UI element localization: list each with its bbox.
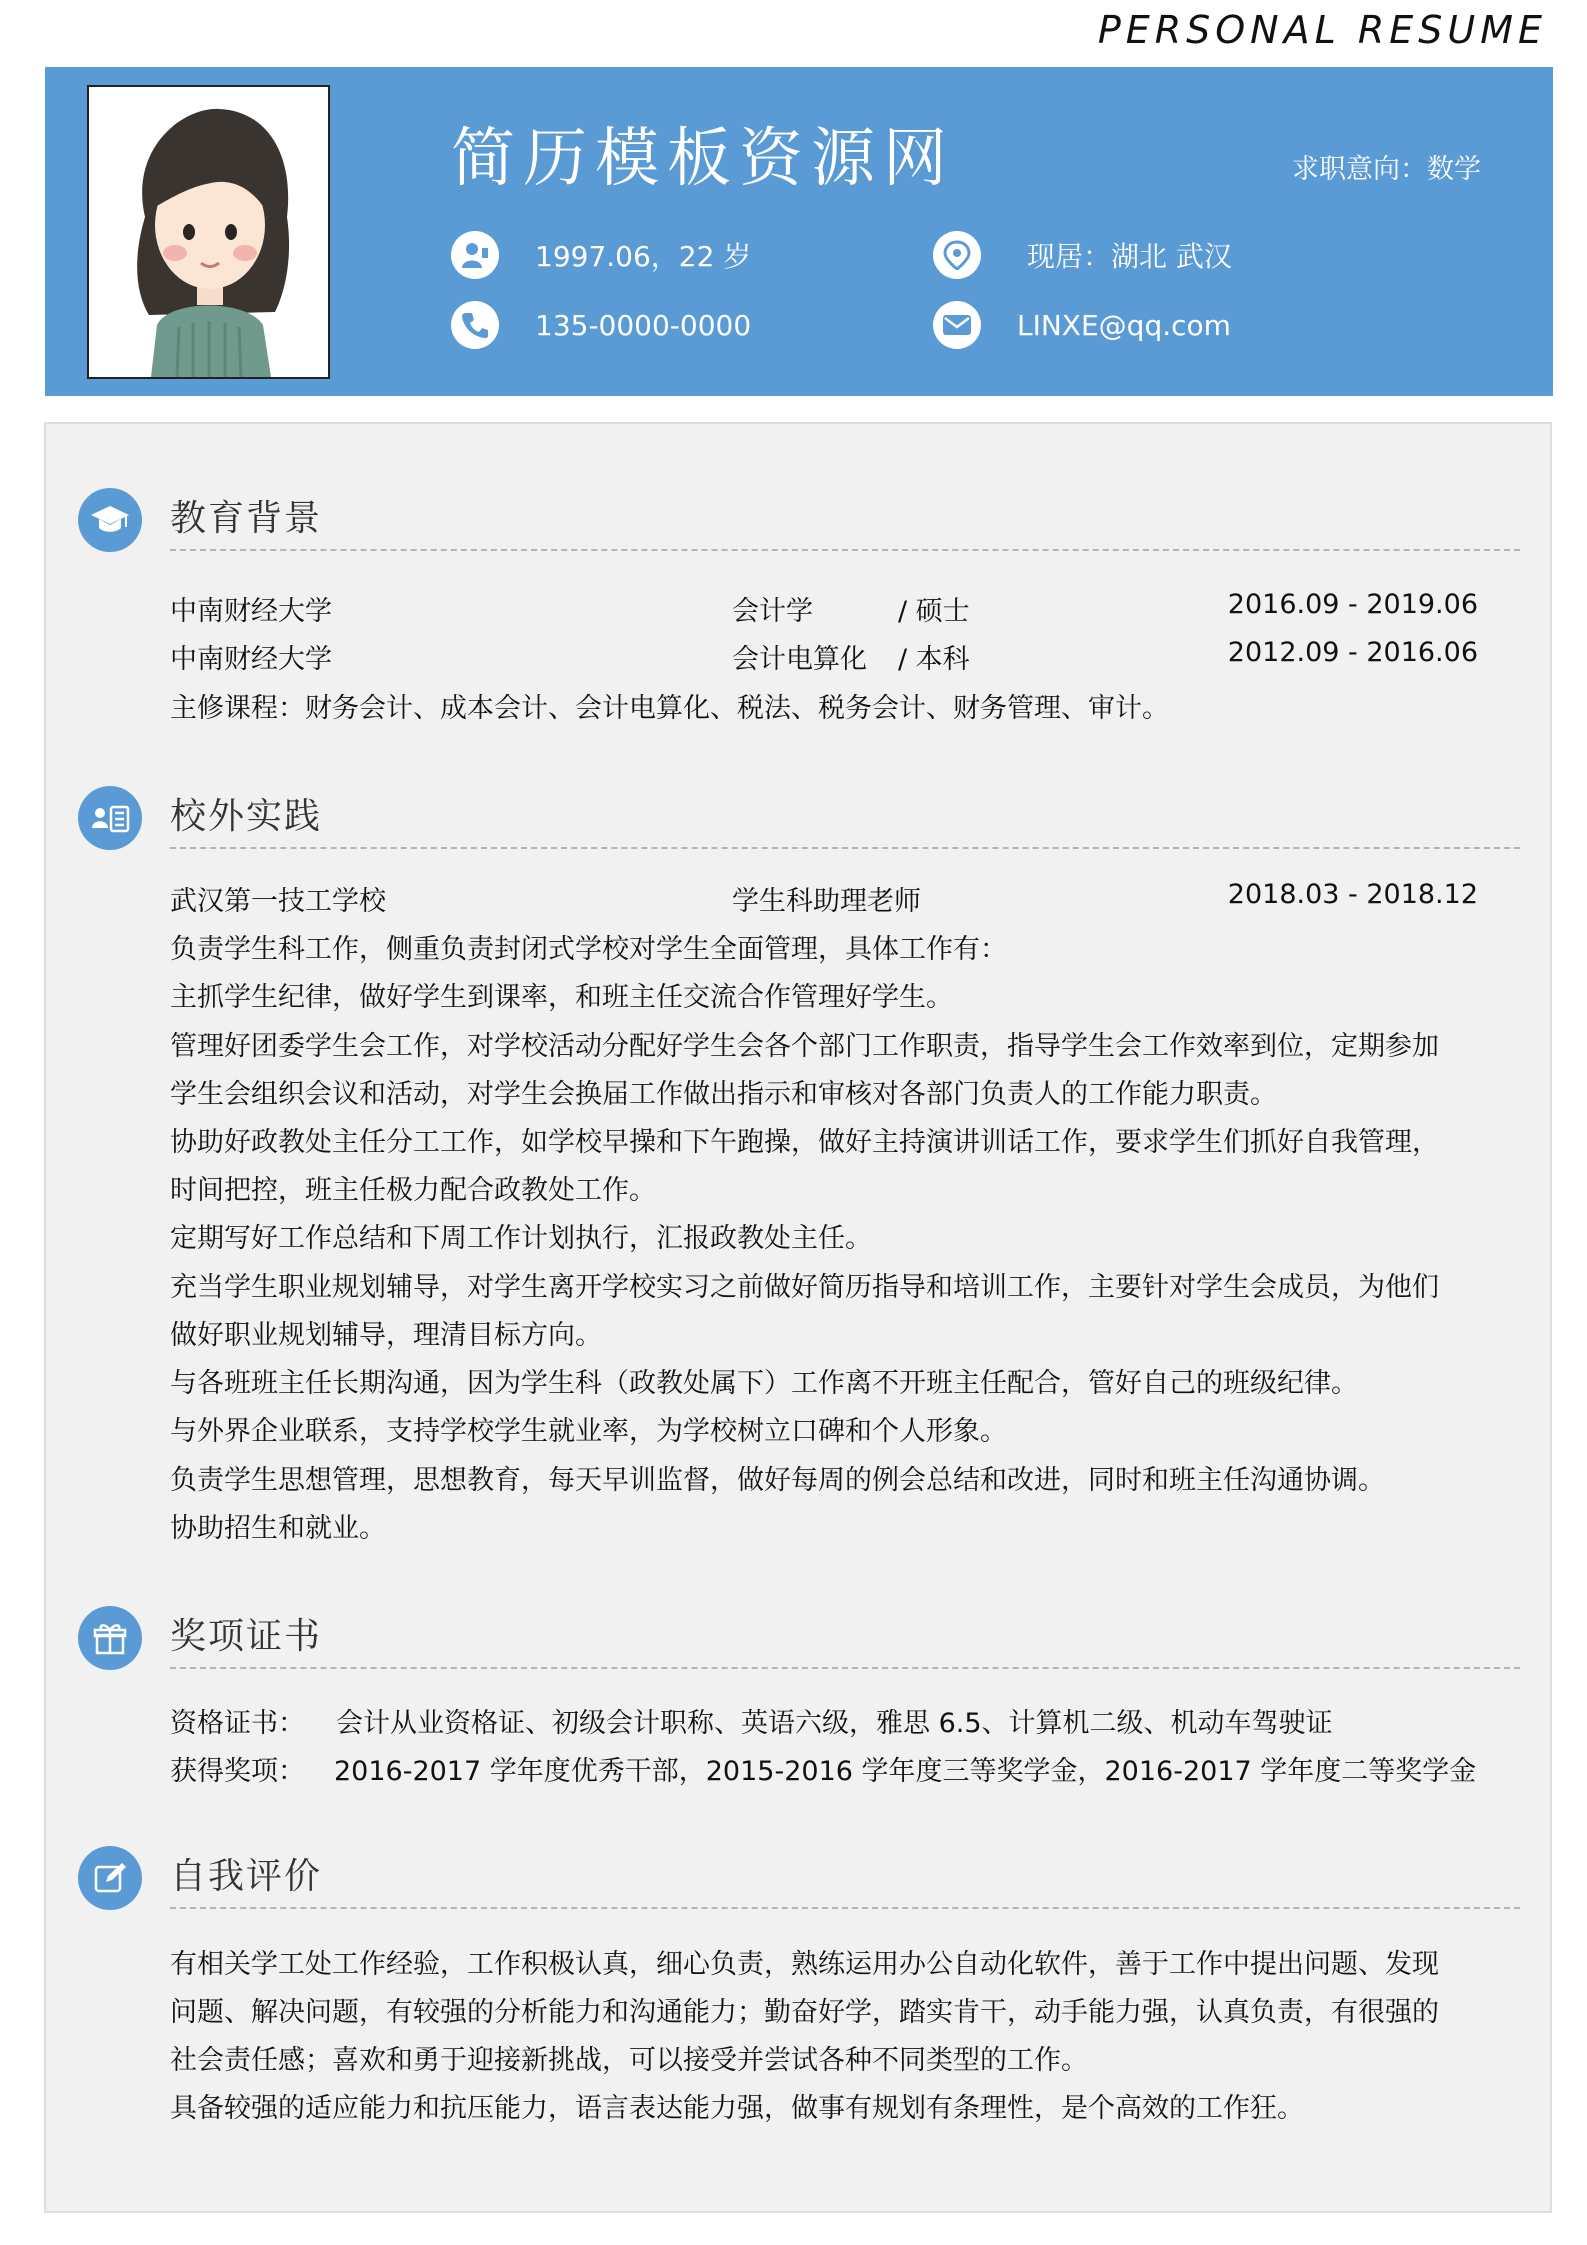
resume-body <box>44 422 1552 2213</box>
practice-line: 协助招生和就业。 <box>170 1513 386 1544</box>
id-card-icon <box>78 786 142 850</box>
self-eval-line: 具备较强的适应能力和抗压能力，语言表达能力强，做事有规划有条理性，是个高效的工作狂。 <box>170 2093 1304 2124</box>
edu-degree-2: / 本科 <box>898 644 970 675</box>
person-icon <box>451 231 499 279</box>
edu-major-2: 会计电算化 <box>732 644 867 675</box>
edu-major-1: 会计学 <box>732 596 813 627</box>
phone-text: 135-0000-0000 <box>535 308 752 342</box>
edu-period-2: 2012.09 - 2016.06 <box>1227 637 1478 668</box>
birth-info <box>451 231 751 279</box>
education-divider <box>170 549 1520 551</box>
practice-org: 武汉第一技工学校 <box>170 886 386 917</box>
edu-degree-1: / 硕士 <box>898 596 970 627</box>
self-eval-line: 问题、解决问题，有较强的分析能力和沟通能力；勤奋好学，踏实肯干，动手能力强，认真负责，有很强的 <box>170 1997 1439 2028</box>
self-eval-line: 社会责任感；喜欢和勇于迎接新挑战，可以接受并尝试各种不同类型的工作。 <box>170 2045 1088 2076</box>
practice-line: 做好职业规划辅导，理清目标方向。 <box>170 1320 602 1351</box>
practice-line: 充当学生职业规划辅导，对学生离开学校实习之前做好简历指导和培训工作，主要针对学生会成员，为他们 <box>170 1272 1439 1303</box>
practice-line: 协助好政教处主任分工工作，如学校早操和下午跑操，做好主持演讲训话工作，要求学生们抓好自我管理， <box>170 1127 1439 1158</box>
practice-line: 与外界企业联系，支持学校学生就业率，为学校树立口碑和个人形象。 <box>170 1416 1007 1447</box>
phone-info <box>451 301 751 349</box>
residence-text: 现居：湖北 武汉 <box>1027 240 1232 273</box>
location-icon <box>933 231 981 279</box>
graduation-cap-icon <box>78 488 142 552</box>
cert-value: 会计从业资格证、初级会计职称、英语六级，雅思 6.5、计算机二级、机动车驾驶证 <box>336 1708 1333 1739</box>
edu-school-1: 中南财经大学 <box>170 596 332 627</box>
education-title: 教育背景 <box>170 498 323 539</box>
awards-title: 奖项证书 <box>170 1616 323 1657</box>
practice-line: 时间把控，班主任极力配合政教处工作。 <box>170 1175 656 1206</box>
header-banner <box>45 67 1553 396</box>
self-eval-divider <box>170 1907 1520 1909</box>
practice-title: 校外实践 <box>170 796 323 837</box>
self-eval-line: 有相关学工处工作经验，工作积极认真，细心负责，熟练运用办公自动化软件，善于工作中提出问题、发现 <box>170 1949 1439 1980</box>
gift-icon <box>78 1606 142 1670</box>
practice-line: 学生会组织会议和活动，对学生会换届工作做出指示和审核对各部门负责人的工作能力职责。 <box>170 1079 1277 1110</box>
edu-period-1: 2016.09 - 2019.06 <box>1227 589 1478 620</box>
personal-resume-label: PERSONAL RESUME <box>1097 8 1547 52</box>
email-info <box>933 301 1231 349</box>
practice-line: 与各班班主任长期沟通，因为学生科（政教处属下）工作离不开班主任配合，管好自己的班级纪律。 <box>170 1368 1358 1399</box>
residence-info <box>933 231 1232 279</box>
awards-divider <box>170 1667 1520 1669</box>
email-text: LINXE@qq.com <box>1017 308 1231 342</box>
self-eval-title: 自我评价 <box>170 1856 323 1897</box>
practice-line: 负责学生思想管理，思想教育，每天早训监督，做好每周的例会总结和改进，同时和班主任沟通协调。 <box>170 1465 1385 1496</box>
birth-age-text: 1997.06，22 岁 <box>535 240 752 273</box>
avatar <box>87 85 330 379</box>
mail-icon <box>933 301 981 349</box>
edit-icon <box>78 1846 142 1910</box>
award-label: 获得奖项： <box>170 1756 305 1787</box>
practice-line: 管理好团委学生会工作，对学校活动分配好学生会各个部门工作职责，指导学生会工作效率到位，定期参加 <box>170 1031 1439 1062</box>
practice-line: 定期写好工作总结和下周工作计划执行，汇报政教处主任。 <box>170 1223 872 1254</box>
award-value: 2016-2017 学年度优秀干部，2015-2016 学年度三等奖学金，2016-2017 学年度二等奖学金 <box>334 1756 1477 1787</box>
job-intent: 求职意向：数学 <box>1292 154 1481 185</box>
practice-period: 2018.03 - 2018.12 <box>1227 879 1478 910</box>
resume-name: 简历模板资源网 <box>451 122 955 196</box>
edu-school-2: 中南财经大学 <box>170 644 332 675</box>
practice-line: 主抓学生纪律，做好学生到课率，和班主任交流合作管理好学生。 <box>170 982 953 1013</box>
practice-divider <box>170 847 1520 849</box>
phone-icon <box>451 301 499 349</box>
practice-role: 学生科助理老师 <box>732 886 921 917</box>
edu-courses: 主修课程：财务会计、成本会计、会计电算化、税法、税务会计、财务管理、审计。 <box>170 693 1169 724</box>
cert-label: 资格证书： <box>170 1708 305 1739</box>
practice-line: 负责学生科工作，侧重负责封闭式学校对学生全面管理，具体工作有： <box>170 934 1007 965</box>
